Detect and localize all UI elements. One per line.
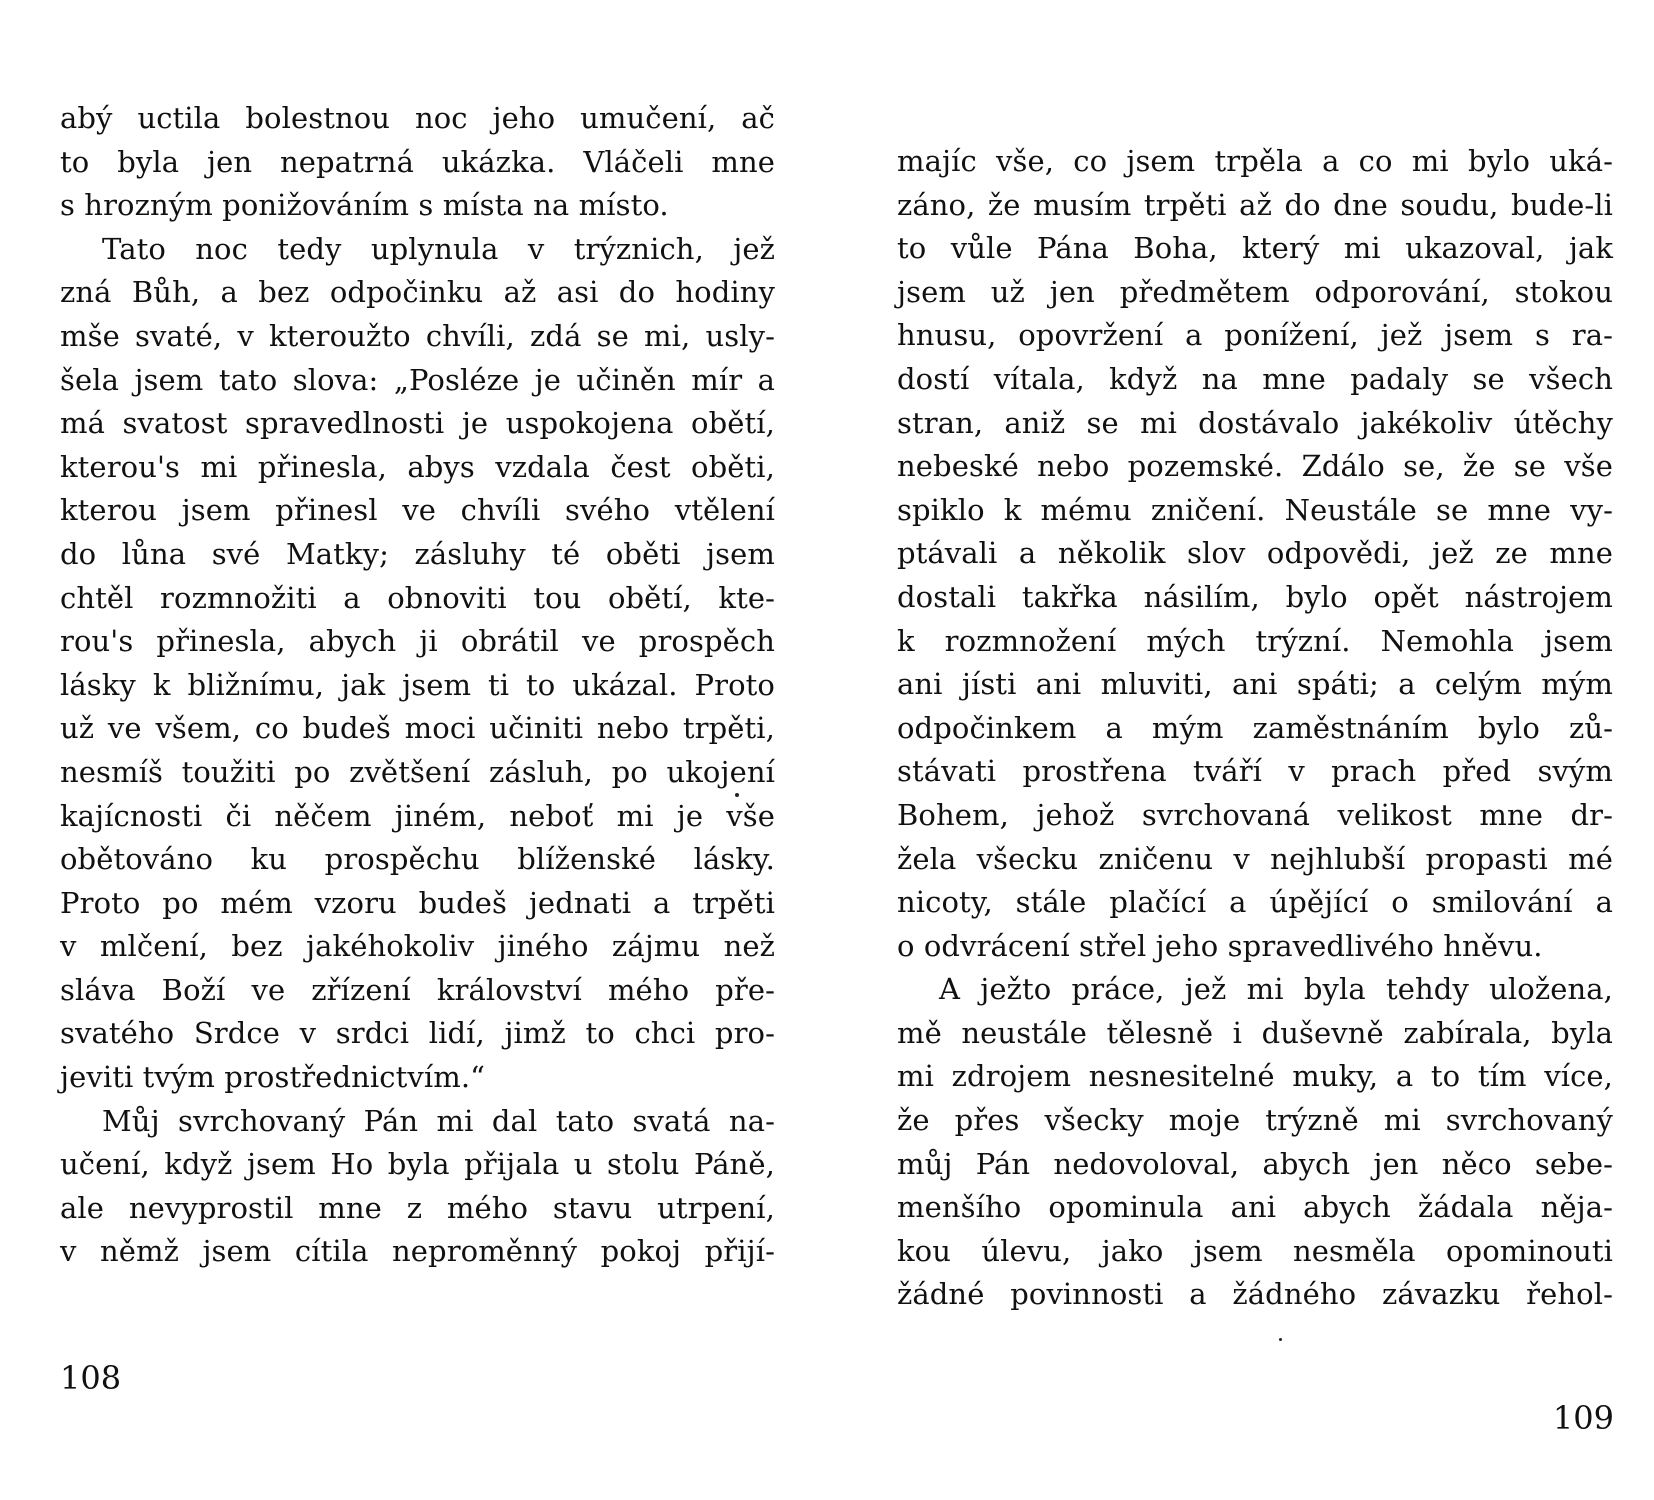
text-line: svatého Srdce v srdci lidí, jimž to chci pro- [60, 1016, 775, 1051]
text-line: hnusu, opovržení a ponížení, jež jsem s ra- [897, 318, 1613, 353]
text-line: už ve všem, co budeš moci učiniti nebo trpěti, [60, 711, 775, 746]
text-line: v mlčení, bez jakéhokoliv jiného zájmu než [60, 929, 775, 964]
text-line: abý uctila bolestnou noc jeho umučení, ač [60, 101, 775, 135]
text-line: sláva Boží ve zřízení království mého pře- [60, 972, 775, 1007]
text-line: chtěl rozmnožiti a obnoviti tou obětí, kte- [60, 580, 775, 615]
left-page-text [60, 97, 775, 1274]
text-line: lásky k bližnímu, jak jsem ti to ukázal. Proto [60, 667, 775, 702]
text-line: učení, když jsem Ho byla přijala u stolu Páně, [60, 1147, 775, 1182]
text-line: jsem už jen předmětem odporování, stokou [897, 274, 1613, 309]
text-line: mi zdrojem nesnesitelné muky, a to tím více, [897, 1059, 1613, 1094]
text-line: kou úlevu, jako jsem nesměla opominouti [897, 1233, 1613, 1268]
text-line: spiklo k mému zničení. Neustále se mne vy- [897, 492, 1613, 527]
text-line: nebeské nebo pozemské. Zdálo se, že se vše [897, 449, 1613, 484]
text-line: dostali takřka násilím, bylo opět nástrojem [897, 579, 1613, 614]
text-line: nicoty, stále plačící a úpějící o smilování a [897, 885, 1613, 920]
text-line: s hrozným ponižováním s místa na místo. [60, 188, 669, 223]
text-line: kterou's mi přinesla, abys vzdala čest oběti, [60, 449, 775, 484]
text-line: žela všecku zničenu v nejhlubší propasti mé [897, 841, 1613, 876]
paragraph-start-line: Tato noc tedy uplynula v trýznich, jež [102, 231, 775, 266]
text-line: záno, že musím trpěti až do dne soudu, bude-li [897, 187, 1613, 222]
right-page [827, 0, 1654, 1500]
right-page-text [897, 140, 1613, 1317]
text-line: kajícnosti či něčem jiném, neboť mi je vše [60, 798, 775, 833]
text-line: ptávali a několik slov odpovědi, jež ze mne [897, 536, 1613, 571]
text-line: mše svaté, v kteroužto chvíli, zdá se mi, usly- [60, 318, 775, 353]
text-line: stávati prostřena tváří v prach před svým [897, 754, 1613, 789]
text-line: majíc vše, co jsem trpěla a co mi bylo uká- [897, 144, 1613, 178]
text-line: k rozmnožení mých trýzní. Nemohla jsem [897, 623, 1613, 658]
page-number: 108 [60, 1359, 122, 1397]
text-line: rou's přinesla, abych ji obrátil ve prospěch [60, 624, 775, 659]
text-line: že přes všecky moje trýzně mi svrchovaný [897, 1103, 1613, 1138]
text-line: zná Bůh, a bez odpočinku až asi do hodiny [60, 275, 775, 310]
text-line: to byla jen nepatrná ukázka. Vláčeli mne [60, 144, 775, 179]
text-line: menšího opominula ani abych žádala něja- [897, 1190, 1613, 1225]
scan-speck [735, 793, 739, 797]
text-line: Proto po mém vzoru budeš jednati a trpěti [60, 885, 775, 920]
text-line: mě neustále tělesně i duševně zabírala, byla [897, 1015, 1613, 1050]
text-line: do lůna své Matky; zásluhy té oběti jsem [60, 536, 775, 571]
text-line: můj Pán nedovoloval, abych jen něco sebe- [897, 1146, 1613, 1181]
text-line: kterou jsem přinesl ve chvíli svého vtělení [60, 493, 775, 528]
text-line: dostí vítala, když na mne padaly se všech [897, 361, 1613, 396]
paragraph-start-line: Můj svrchovaný Pán mi dal tato svatá na- [102, 1103, 775, 1138]
text-line: jeviti tvým prostřednictvím.“ [60, 1060, 486, 1095]
text-line: má svatost spravedlnosti je uspokojena obětí, [60, 406, 775, 441]
text-line: to vůle Pána Boha, který mi ukazoval, jak [897, 231, 1613, 266]
paragraph-start-line: A ježto práce, jež mi byla tehdy uložena, [939, 972, 1613, 1007]
text-line: o odvrácení střel jeho spravedlivého hněvu. [897, 928, 1543, 963]
text-line: obětováno ku prospěchu blíženské lásky. [60, 842, 775, 877]
text-line: nesmíš toužiti po zvětšení zásluh, po ukojení [60, 754, 775, 789]
page-number: 109 [1552, 1399, 1614, 1437]
text-line: Bohem, jehož svrchovaná velikost mne dr- [897, 797, 1613, 832]
text-line: odpočinkem a mým zaměstnáním bylo zů- [897, 710, 1613, 745]
text-line: žádné povinnosti a žádného závazku řehol- [897, 1277, 1613, 1312]
text-line: stran, aniž se mi dostávalo jakékoliv útěchy [897, 405, 1613, 440]
text-line: ani jísti ani mluviti, ani spáti; a celým mým [897, 667, 1613, 702]
text-line: šela jsem tato slova: „Posléze je učiněn mír a [60, 362, 775, 397]
text-line: v němž jsem cítila neproměnný pokoj přijí- [60, 1234, 775, 1269]
scan-speck [1279, 1338, 1282, 1341]
text-line: ale nevyprostil mne z mého stavu utrpení, [60, 1190, 775, 1225]
